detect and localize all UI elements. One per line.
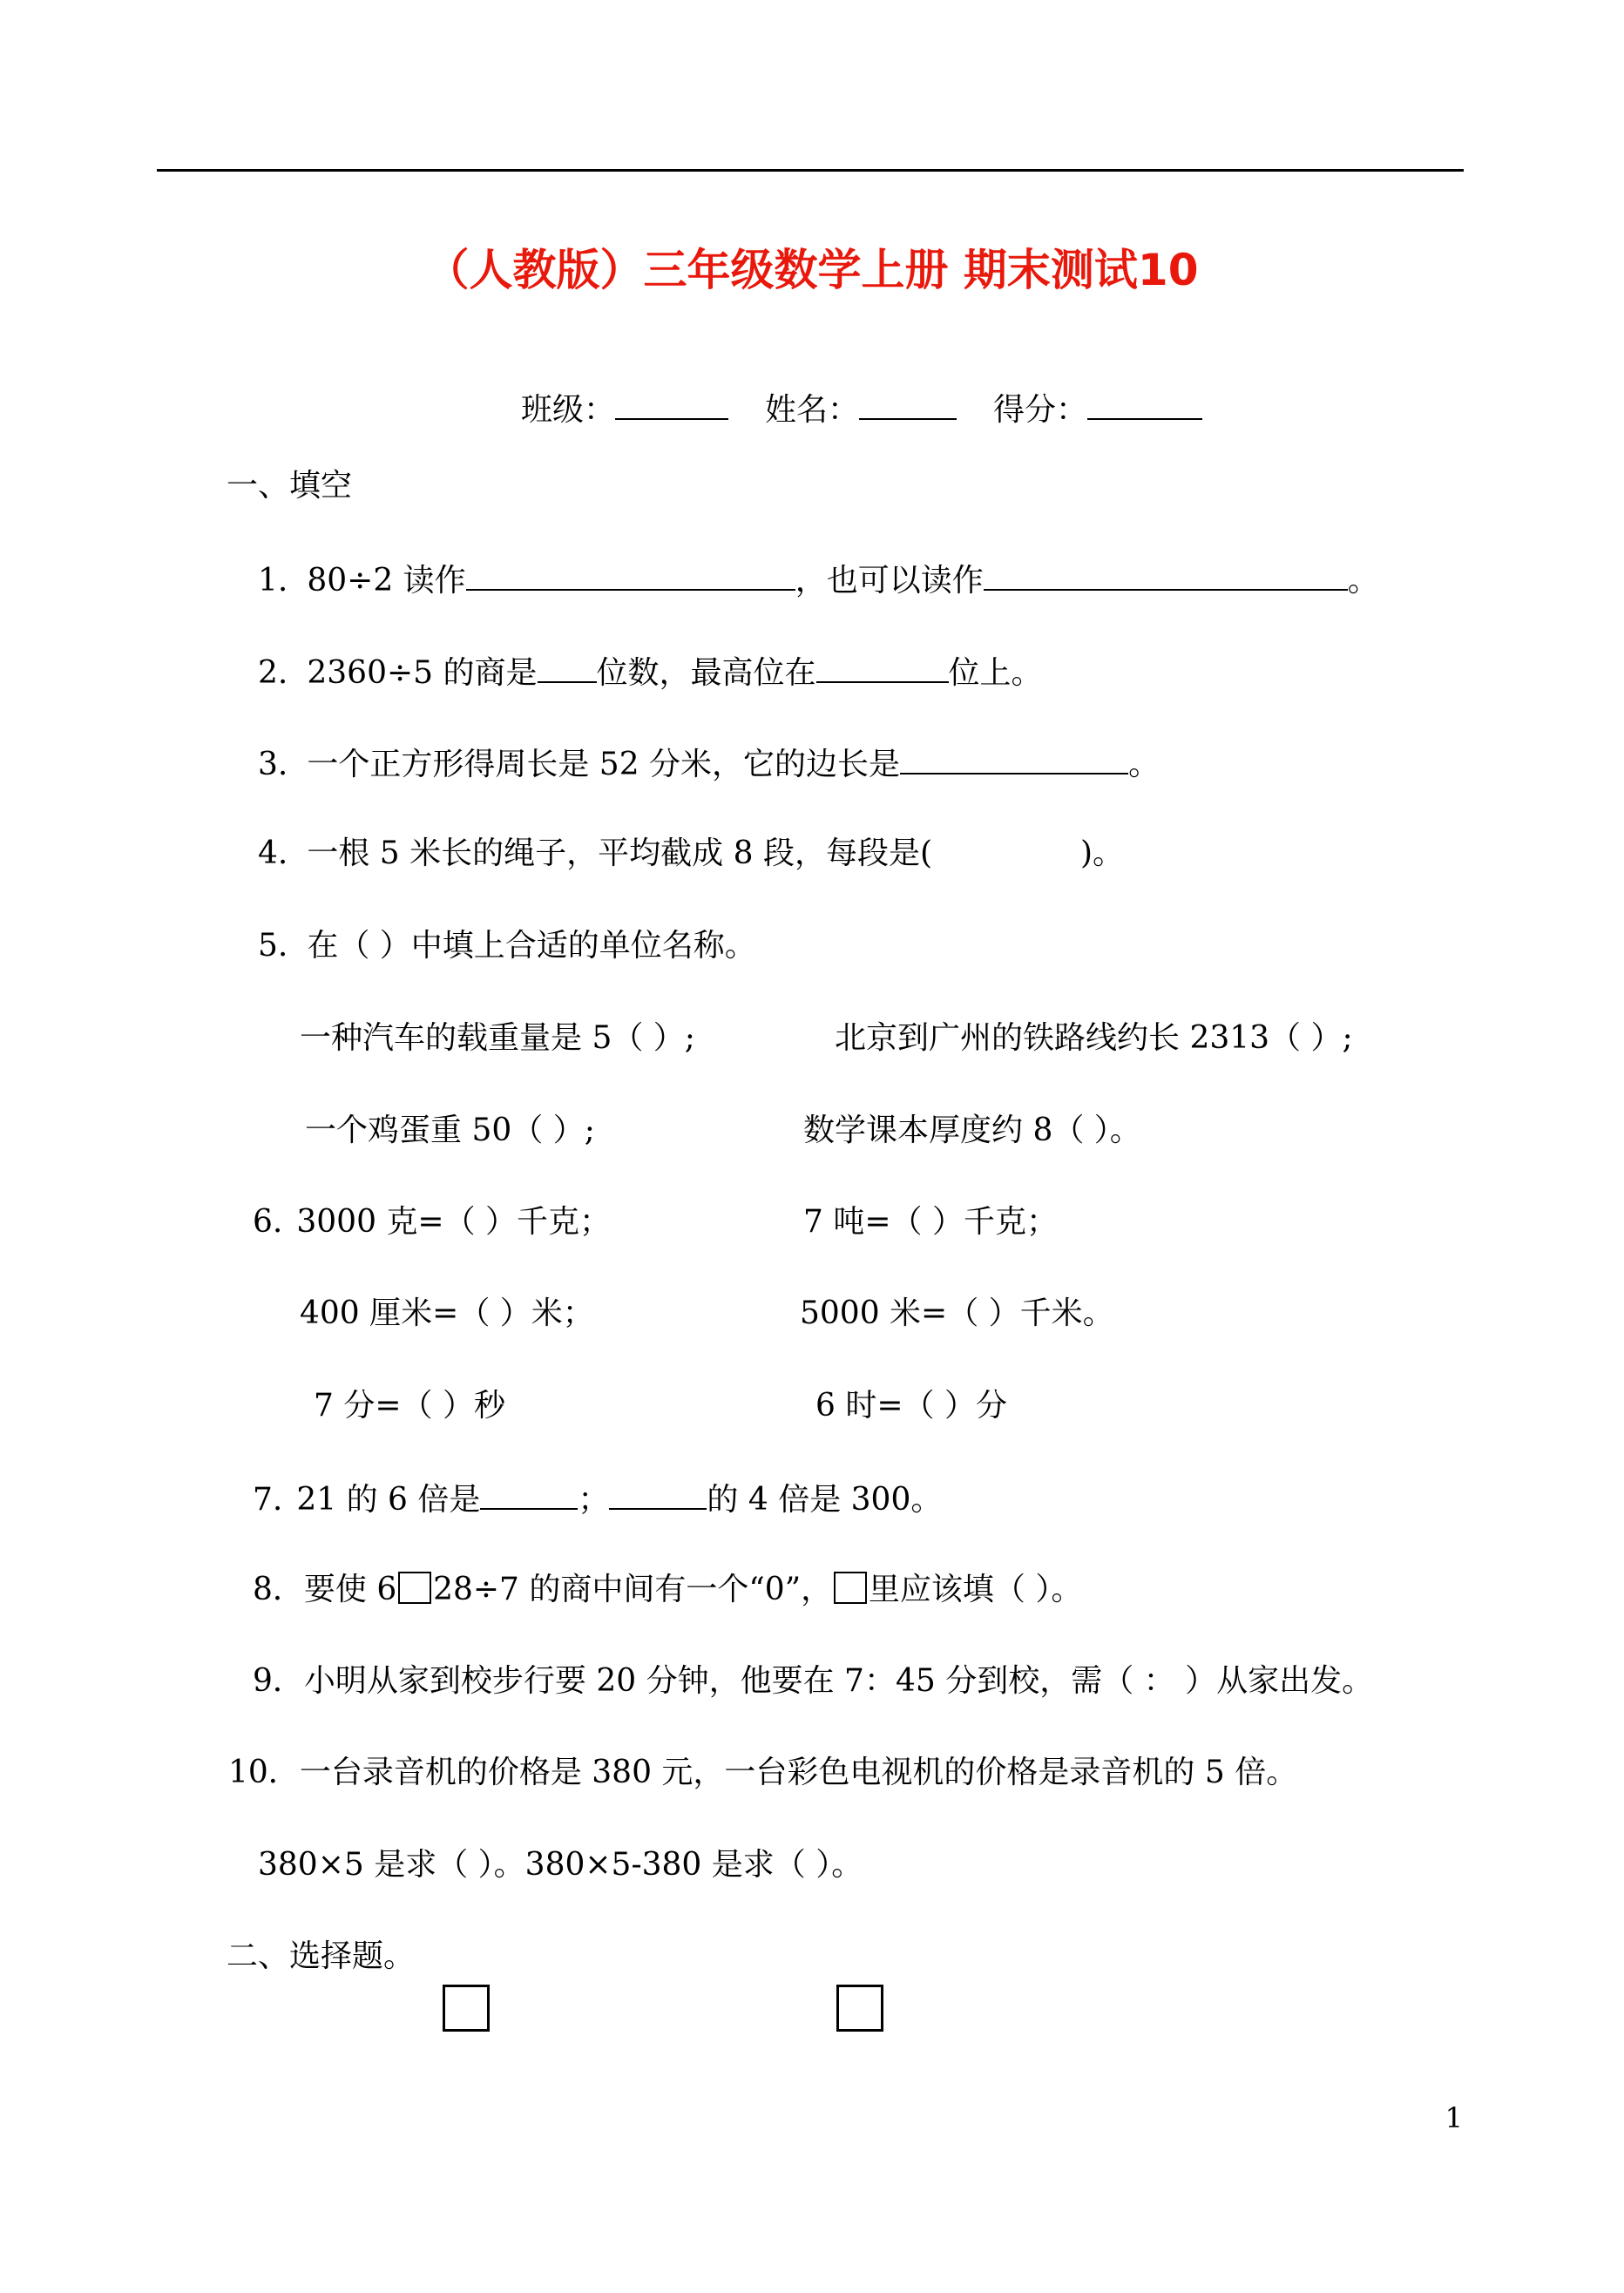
q6-item-6: 6 时=（ ）分 xyxy=(815,1388,1007,1424)
section2-heading: 二、选择题。 xyxy=(227,1938,416,1974)
class-blank[interactable] xyxy=(615,389,728,420)
square-symbol-icon xyxy=(834,1572,867,1605)
q3-blank[interactable] xyxy=(900,743,1128,774)
question-2: 2. 2360÷5 的商是 位数，最高位在 位上。 xyxy=(258,652,1043,693)
choice-box-1[interactable] xyxy=(443,1985,490,2032)
section1-heading: 一、填空 xyxy=(227,468,353,504)
q5-item-4: 数学课本厚度约 8（ ）。 xyxy=(803,1113,1141,1148)
header-fields xyxy=(521,389,1202,430)
question-3: 3. 一个正方形得周长是 52 分米，它的边长是 。 xyxy=(258,743,1160,784)
question-7: 7. 21 的 6 倍是 ； 的 4 倍是 300。 xyxy=(253,1478,942,1519)
q5-item-2: 北京到广州的铁路线约长 2313（ ）; xyxy=(835,1020,1353,1056)
q5-item-3: 一个鸡蛋重 50（ ）; xyxy=(305,1113,595,1148)
score-label: 得分： xyxy=(993,392,1088,428)
class-label: 班级： xyxy=(521,392,616,428)
question-9: 9．小明从家到校步行要 20 分钟，他要在 7：45 分到校，需（ ： ）从家出发。 xyxy=(253,1663,1374,1699)
q2-blank-1[interactable] xyxy=(538,652,597,683)
q2-blank-2[interactable] xyxy=(816,652,949,683)
question-5: 5. 在（ ）中填上合适的单位名称。 xyxy=(258,928,756,964)
question-8: 8．要使 6 28÷7 的商中间有一个“0”， 里应该填（ ）。 xyxy=(253,1572,1083,1607)
page-number: 1 xyxy=(1445,2101,1463,2134)
question-6: 6. 3000 克=（ ）千克； xyxy=(253,1204,612,1240)
question-4: 4. 一根 5 米长的绳子，平均截成 8 段，每段是( )。 xyxy=(258,835,1125,871)
q7-blank-1[interactable] xyxy=(480,1478,578,1510)
question-1: 1. 80÷2 读作 ，也可以读作 。 xyxy=(258,559,1379,600)
page-title: （人教版）三年级数学上册 期末测试10 xyxy=(425,245,1199,295)
q10-line-2: 380×5 是求（ ）。380×5-380 是求（ ）。 xyxy=(258,1847,863,1883)
q6-item-2: 7 吨=（ ）千克； xyxy=(803,1204,1058,1240)
q6-item-5: 7 分=（ ）秒 xyxy=(314,1388,505,1424)
q1-blank-2[interactable] xyxy=(984,559,1348,591)
q5-item-1: 一种汽车的载重量是 5（ ）; xyxy=(300,1020,695,1056)
q7-blank-2[interactable] xyxy=(609,1478,707,1510)
name-blank[interactable] xyxy=(859,389,957,420)
name-label: 姓名： xyxy=(765,392,860,428)
header-rule xyxy=(157,169,1464,172)
q6-item-4: 5000 米=（ ）千米。 xyxy=(800,1295,1114,1331)
question-10: 10．一台录音机的价格是 380 元，一台彩色电视机的价格是录音机的 5 倍。 xyxy=(228,1755,1298,1790)
q6-item-3: 400 厘米=（ ）米； xyxy=(300,1295,594,1331)
square-symbol-icon xyxy=(398,1572,431,1605)
choice-box-2[interactable] xyxy=(836,1985,883,2032)
score-blank[interactable] xyxy=(1087,389,1202,420)
q1-blank-1[interactable] xyxy=(466,559,795,591)
